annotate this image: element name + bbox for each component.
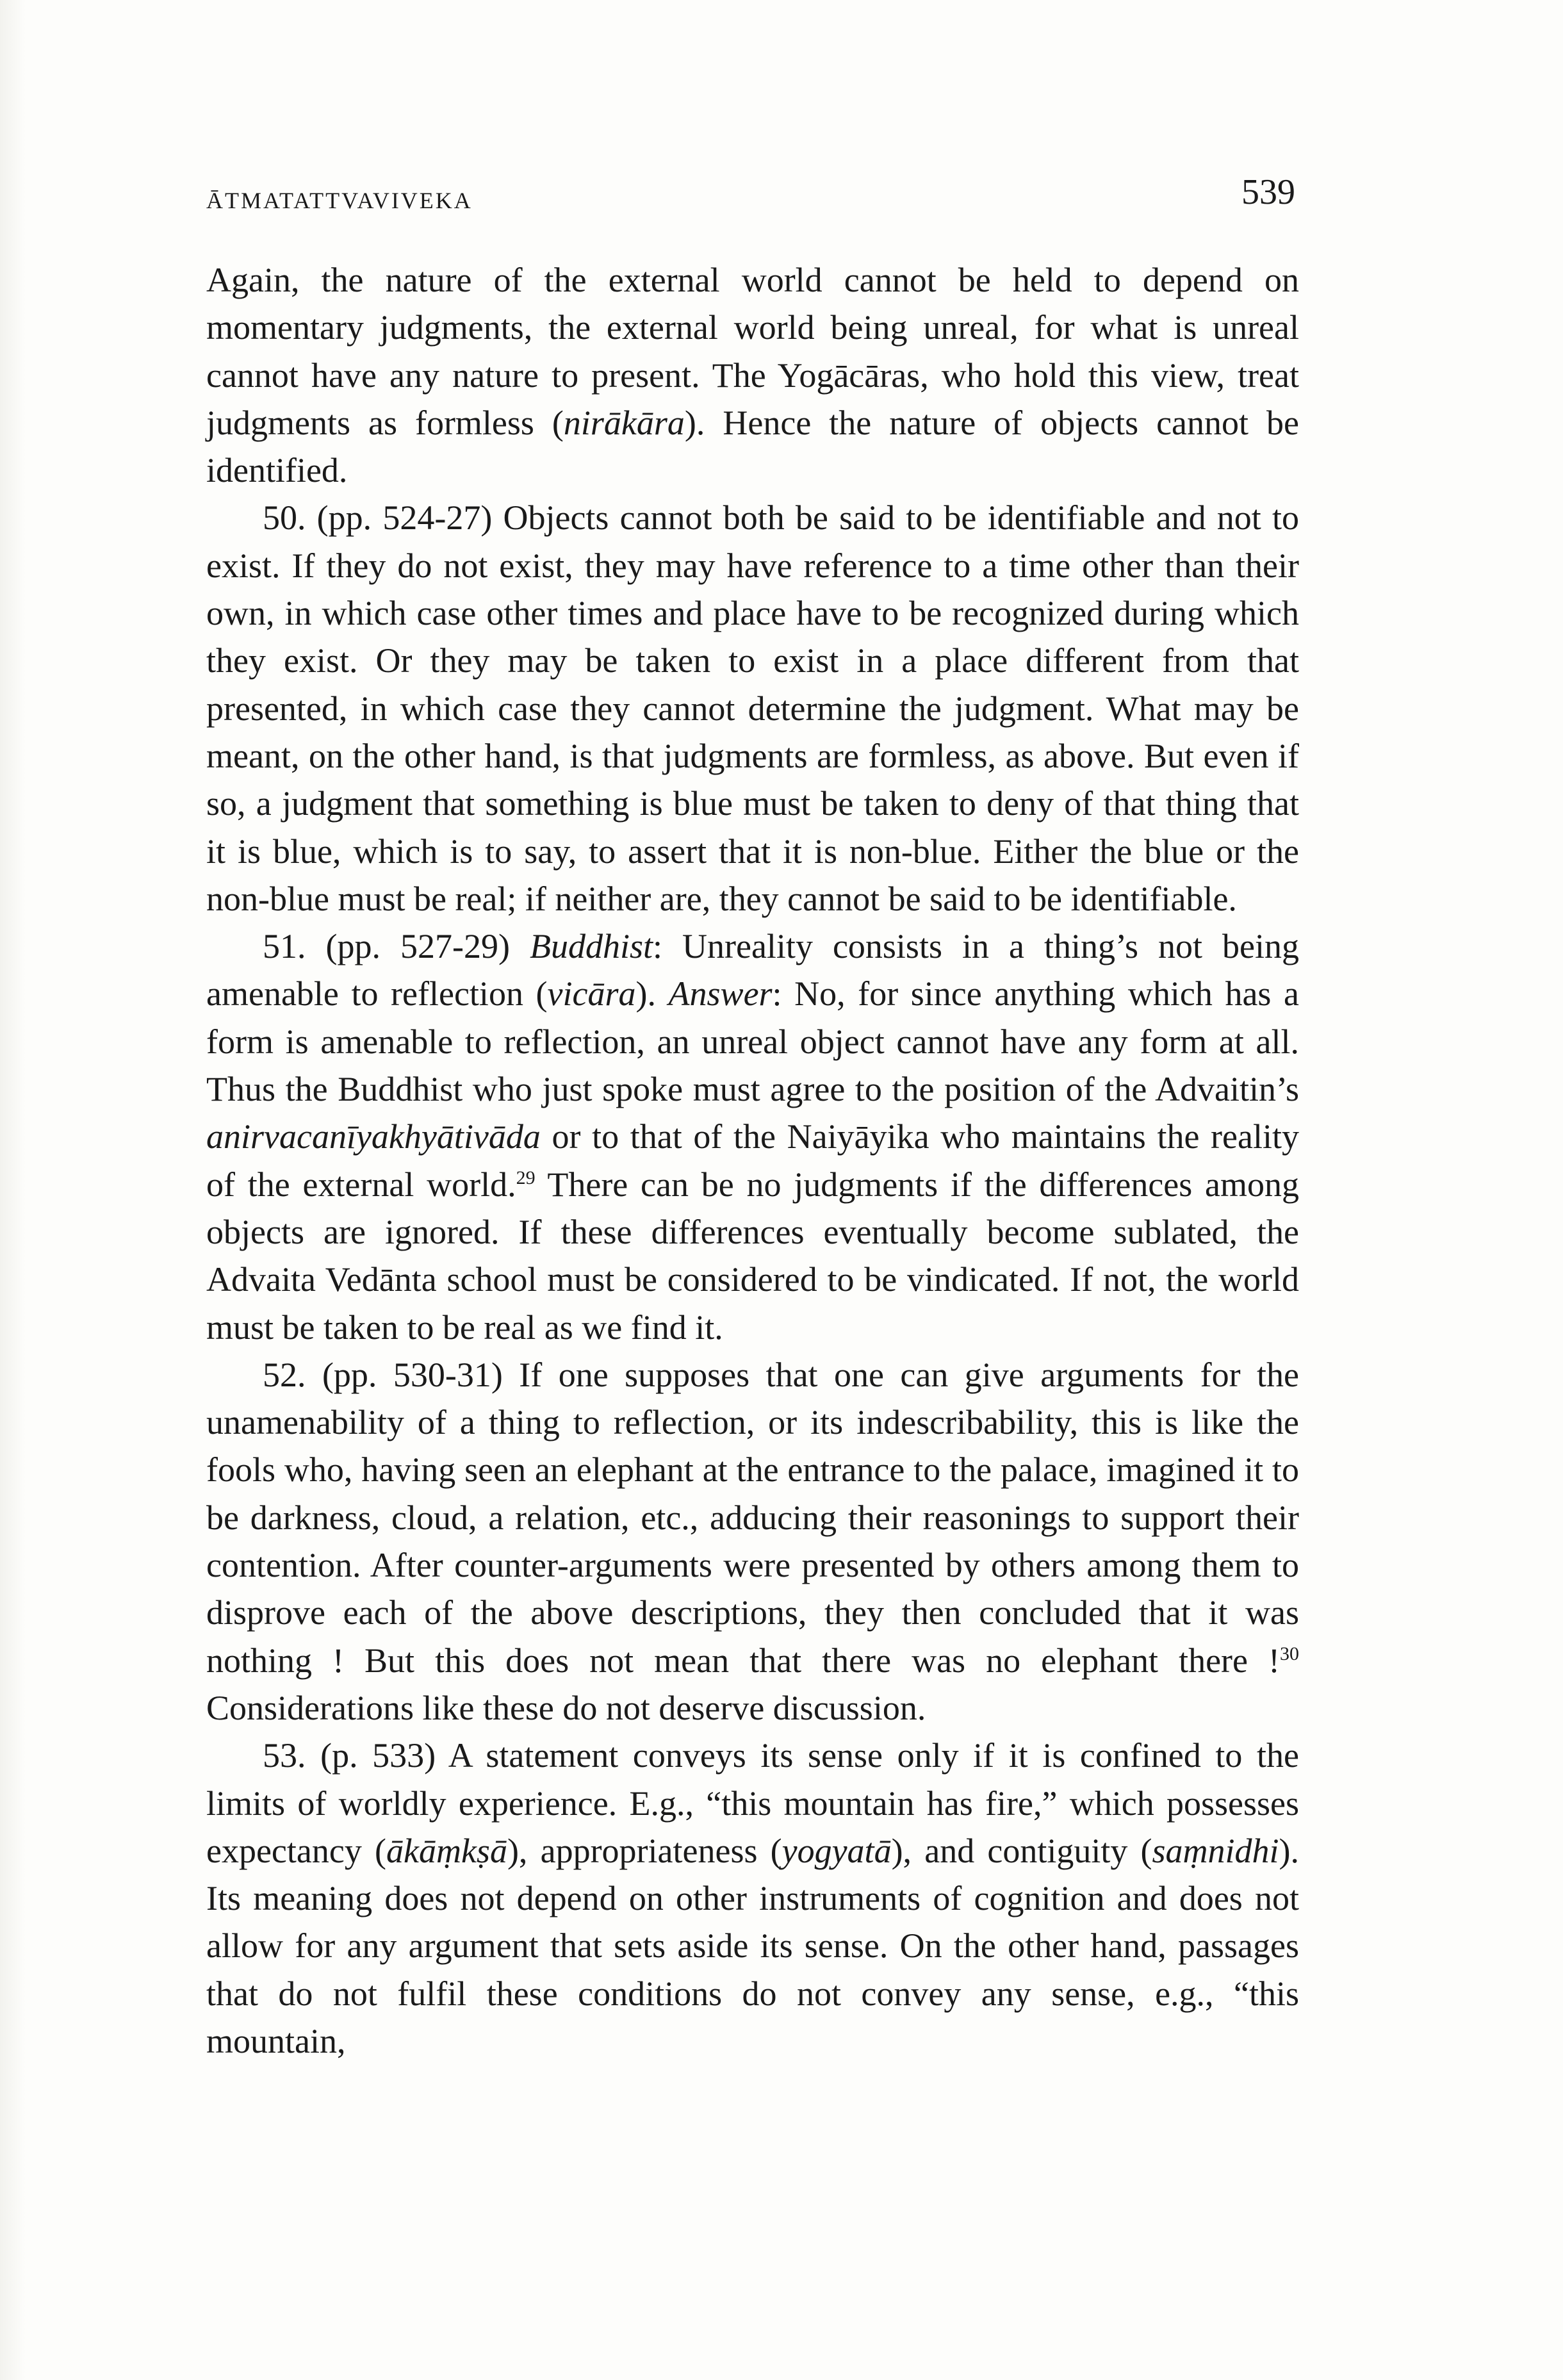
text-run: Again, the nature of the external world cannot be held to depend on momentary judgments, the external world being unreal, for what is unreal cannot have any nature to present. The Yogācāras, who hold this view, treat judgments as formless ( [206, 261, 1299, 442]
italic-term: saṃnidhi [1152, 1831, 1279, 1870]
italic-term: anirvacanīyakhyātivāda [206, 1117, 541, 1156]
italic-term: vicāra [547, 974, 636, 1014]
text-run: 52. (pp. 530-31) If one supposes that one can give arguments for the unamenability of a thing to reflection, or its indescribability, this is like the fools who, having seen an elephant at the entrance to the palace, imagined it to be darkness, cloud, a relation, etc., adducing their reasonings to support their contention. After counter-arguments were presented by others among them to disprove each of the above descriptions, they then concluded that it was nothing ! But this does not mean that there was no elephant there ! [206, 1355, 1299, 1680]
text-run: ). Its meaning does not depend on other instruments of cognition and does not allow for any argument that sets aside its sense. On the other hand, passages that do not fulfil these conditions do not convey any sense, e.g., “this mountain, [206, 1831, 1299, 2060]
italic-term: Answer [668, 974, 773, 1014]
text-run: 51. (pp. 527-29) [263, 927, 530, 966]
page-header [206, 168, 1295, 226]
paragraph-52 [206, 1351, 1299, 1732]
footnote-ref: 30 [1280, 1643, 1299, 1664]
text-run: Considerations like these do not deserve discussion. [206, 1688, 926, 1727]
italic-term: ākāṃkṣā [386, 1831, 507, 1870]
paragraph-53 [206, 1732, 1299, 2065]
page-number: 539 [1241, 172, 1295, 212]
text-run: ), and contiguity ( [891, 1831, 1152, 1870]
text-run: 53. (p. 533) A statement conveys its sense only if it is confined to the limits of worldly experience. E.g., “this mountain has fire,” which possesses expectancy ( [206, 1736, 1299, 1870]
text-run: : No, for since anything which has a form is amenable to reflection, an unreal object cannot have any form at all. Thus the Buddhist who just spoke must agree to the position of the Advaitin’s [206, 974, 1299, 1109]
footnote-ref: 29 [516, 1167, 536, 1188]
italic-term: nirākāra [563, 403, 685, 442]
paragraph-51 [206, 923, 1299, 1351]
text-run: ), appropriateness ( [507, 1831, 782, 1870]
text-run: ). [635, 974, 669, 1014]
italic-term: yogyatā [782, 1831, 892, 1870]
scan-binding-edge [0, 0, 26, 2380]
paragraph-50 [206, 494, 1299, 923]
body-text [206, 256, 1299, 2065]
paragraph-intro [206, 256, 1299, 494]
running-head: ĀTMATATTVAVIVEKA [206, 188, 473, 213]
text-run: : Unreality consists in a thing’s not being amenable to reflection ( [206, 927, 1299, 1014]
text-run: ). Hence the nature of objects cannot be identified. [206, 403, 1299, 490]
text-run: or to that of the Naiyāyika who maintains the reality of the external world. [206, 1117, 1299, 1204]
text-run: There can be no judgments if the differences among objects are ignored. If these differences eventually become sublated, the Advaita Vedānta school must be considered to be vindicated. If not, the world must be taken to be real as we find it. [206, 1165, 1299, 1347]
text-run: 50. (pp. 524-27) Objects cannot both be said to be identifiable and not to exist. If they do not exist, they may have reference to a time other than their own, in which case other times and place have to be recognized during which they exist. Or they may be taken to exist in a place different from that presented, in which case they cannot determine the judgment. What may be meant, on the other hand, is that judgments are formless, as above. But even if so, a judgment that something is blue must be taken to deny of that thing that it is blue, which is to say, to assert that it is non-blue. Either the blue or the non-blue must be real; if neither are, they cannot be said to be identifiable. [206, 498, 1299, 918]
italic-term: Buddhist [529, 927, 653, 966]
